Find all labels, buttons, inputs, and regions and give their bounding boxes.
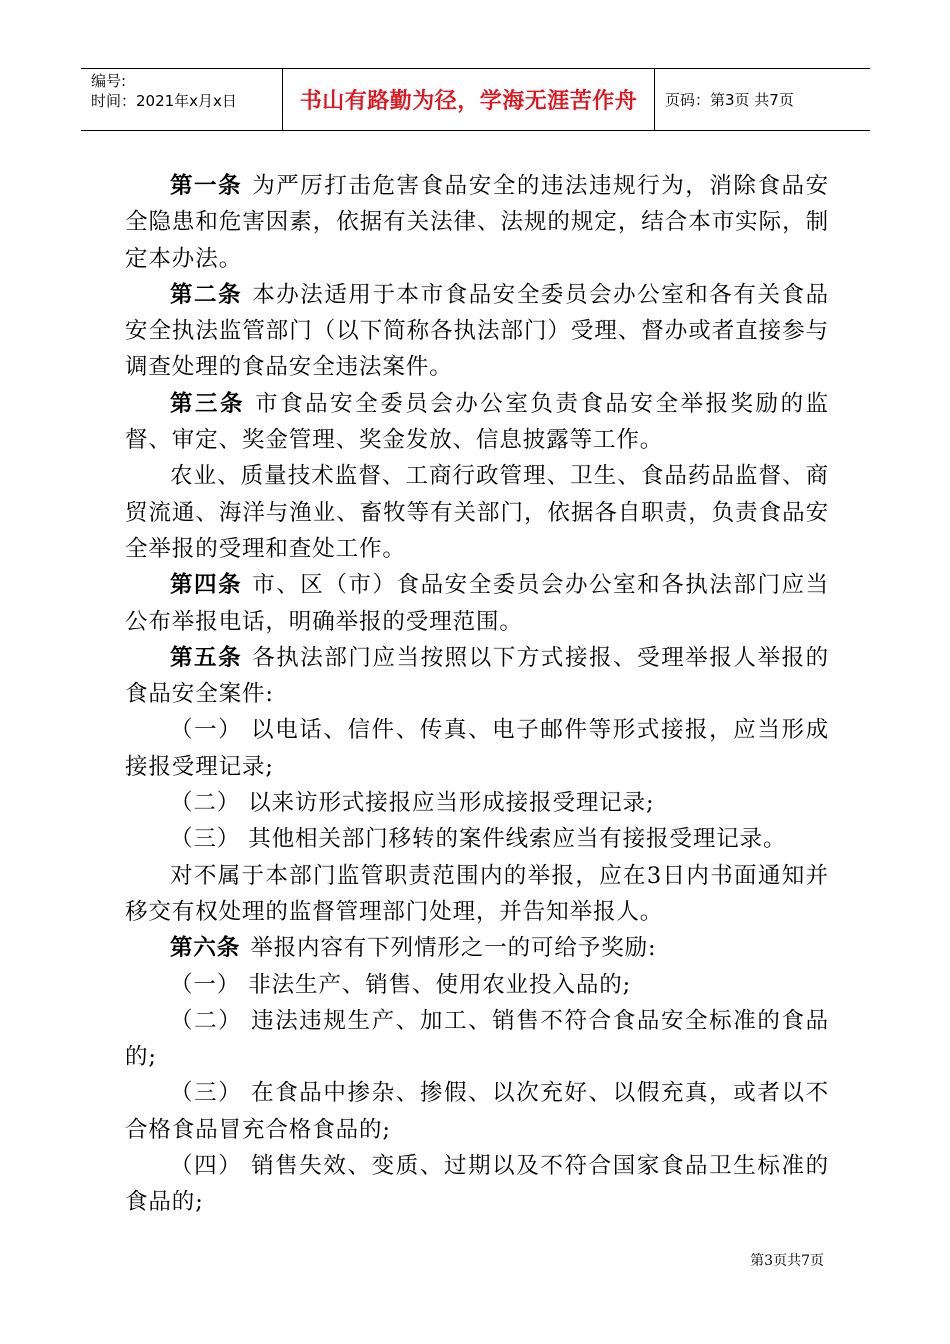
paragraph: [125, 277, 829, 386]
paragraph-text: （四） 销售失效、变质、过期以及不符合国家食品卫生标准的食品的;: [125, 1153, 829, 1216]
paragraph-text: 市食品安全委员会办公室负责食品安全举报奖励的监督、审定、奖金管理、奖金发放、信息披露等工作。: [125, 390, 830, 454]
header-motto: 书山有路勤为径，学海无涯苦作舟: [283, 69, 655, 130]
paragraph: [125, 712, 829, 785]
paragraph: [125, 567, 829, 640]
paragraph: [125, 785, 829, 821]
article-number: 第一条: [170, 173, 243, 199]
paragraph: [125, 858, 829, 931]
paragraph: [125, 930, 829, 966]
header-meta: [81, 69, 283, 130]
article-number: 第二条: [170, 281, 243, 308]
header-page-label: 页码：第3页 共7页: [665, 91, 794, 109]
paragraph: [125, 386, 829, 459]
article-number: 第六条: [170, 935, 241, 962]
paragraph: [125, 967, 829, 1003]
article-number: 第四条: [170, 572, 243, 599]
footer-page-number: 第3页共7页: [750, 1253, 824, 1269]
paragraph-text: （一） 非法生产、销售、使用农业投入品的;: [170, 971, 632, 998]
paragraph: [125, 168, 829, 277]
number-label: 编号:: [91, 72, 127, 90]
article-number: 第三条: [170, 390, 246, 417]
paragraph-text: 为严厉打击危害食品安全的违法违规行为，消除食品安全隐患和危害因素，依据有关法律、法规的规定，结合本市实际，制定本办法。: [125, 173, 829, 272]
paragraph-text: 农业、质量技术监督、工商行政管理、卫生、食品药品监督、商贸流通、海洋与渔业、畜牧等有关部门，依据各自职责，负责食品安全举报的受理和查处工作。: [125, 463, 829, 562]
paragraph-text: （三） 其他相关部门移转的案件线索应当有接报受理记录。: [170, 826, 787, 853]
paragraph-text: （二） 以来访形式接报应当形成接报受理记录;: [170, 790, 655, 817]
document-body: [125, 168, 829, 1221]
time-label: 时间：2021年x月x日: [91, 92, 237, 110]
paragraph-text: 举报内容有下列情形之一的可给予奖励:: [250, 935, 657, 962]
paragraph-text: （二） 违法违规生产、加工、销售不符合食品安全标准的食品的;: [125, 1007, 829, 1071]
paragraph-text: 市、区（市）食品安全委员会办公室和各执法部门应当公布举报电话，明确举报的受理范围。: [125, 572, 829, 635]
paragraph: [125, 1148, 829, 1221]
paragraph: [125, 458, 829, 567]
paragraph: [125, 1003, 829, 1076]
article-number: 第五条: [170, 644, 243, 671]
page-header: [81, 68, 870, 131]
paragraph: [125, 821, 829, 857]
paragraph-text: （一） 以电话、信件、传真、电子邮件等形式接报，应当形成接报受理记录;: [125, 717, 829, 780]
paragraph-text: （三） 在食品中掺杂、掺假、以次充好、以假充真，或者以不合格食品冒充合格食品的;: [125, 1080, 829, 1143]
paragraph: [125, 640, 829, 713]
paragraph: [125, 1075, 829, 1148]
paragraph-text: 本办法适用于本市食品安全委员会办公室和各有关食品安全执法监管部门（以下简称各执法部门）受理、督办或者直接参与调查处理的食品安全违法案件。: [125, 281, 829, 381]
paragraph-text: 对不属于本部门监管职责范围内的举报，应在3日内书面通知并移交有权处理的监督管理部门处理，并告知举报人。: [125, 862, 829, 925]
paragraph-text: 各执法部门应当按照以下方式接报、受理举报人举报的食品安全案件:: [125, 644, 829, 708]
